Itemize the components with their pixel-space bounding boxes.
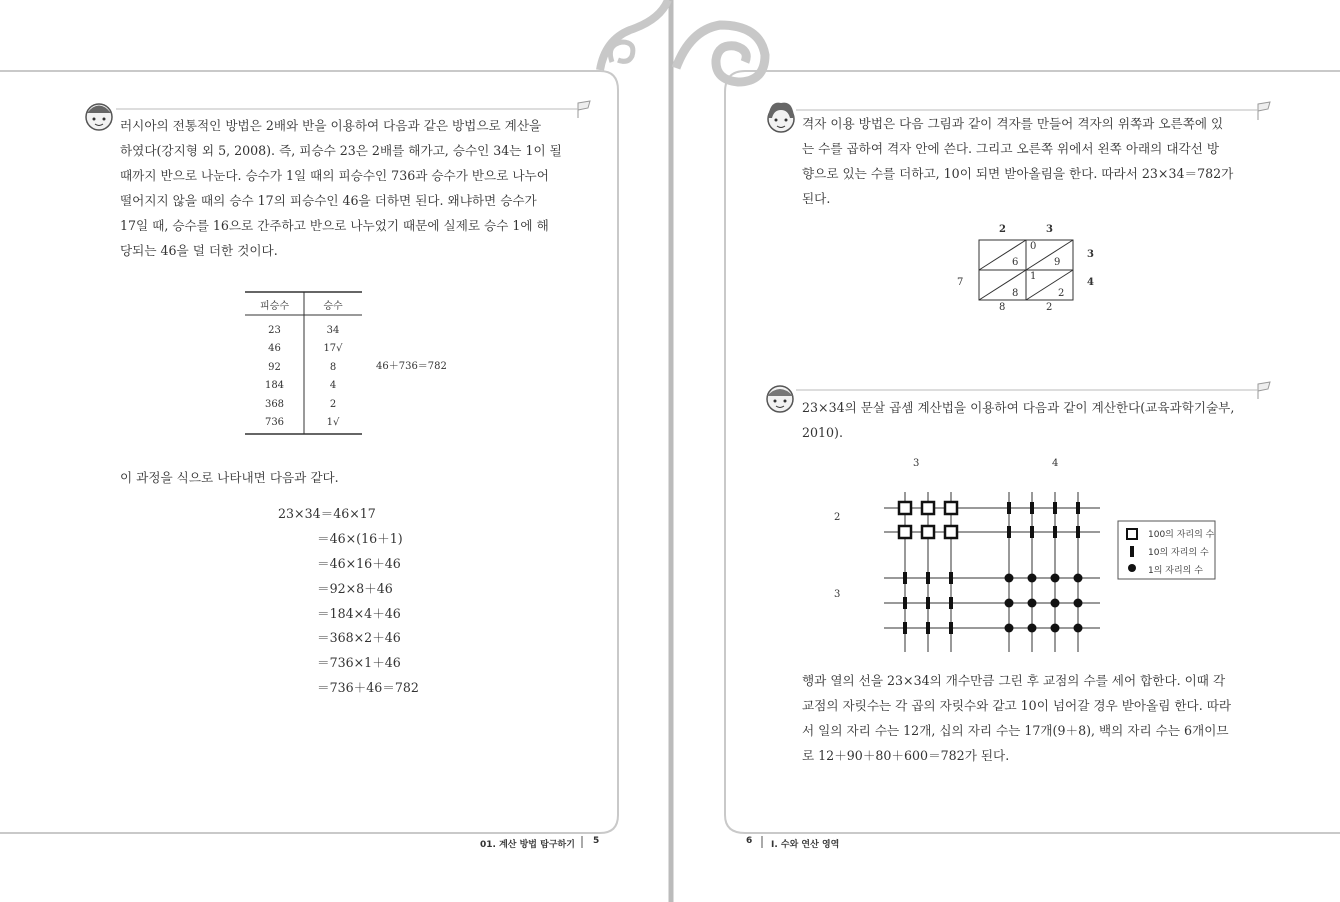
table-cell: 17√ xyxy=(323,343,343,355)
left-page-number: 5 xyxy=(593,836,600,846)
grid-left-label: 3 xyxy=(834,589,841,600)
table-row xyxy=(245,377,362,396)
table-row xyxy=(245,414,362,433)
text-line: 행과 열의 선을 23×34의 개수만큼 그린 후 교점의 수를 세어 합한다. 이때 각 xyxy=(802,673,1226,688)
text-line: 떨어지지 않을 때의 승수 17의 피승수인 46을 더하면 된다. 왜냐하면 승수가 xyxy=(120,193,537,208)
boy-character-icon xyxy=(767,386,793,412)
table-cell: 46 xyxy=(268,343,281,355)
lattice-bottom-label: 2 xyxy=(1046,302,1053,313)
tens-markers xyxy=(903,502,1080,634)
equation-line: ＝736×1＋46 xyxy=(317,655,401,670)
text-line: 격자 이용 방법은 다음 그림과 같이 격자를 만들어 격자의 위쪽과 오른쪽에 있 xyxy=(802,116,1224,131)
table-row xyxy=(245,358,362,377)
lattice-cell-value: 0 xyxy=(1030,241,1037,252)
table-side-note: 46＋736＝782 xyxy=(376,361,447,372)
table-cell: 92 xyxy=(268,361,281,373)
flag-icon xyxy=(1258,382,1270,399)
table-cell: 23 xyxy=(268,324,281,336)
equation-line: ＝736＋46＝782 xyxy=(317,680,419,695)
table-row xyxy=(245,321,362,340)
table-header: 승수 xyxy=(323,301,343,312)
equation-line: ＝92×8＋46 xyxy=(317,581,393,596)
legend-tens: 10의 자리의 수 xyxy=(1148,548,1209,558)
text-line: 된다. xyxy=(802,191,831,206)
lattice-cell-value: 9 xyxy=(1054,257,1061,268)
table-cell: 4 xyxy=(329,380,337,392)
girl-character-icon xyxy=(768,103,794,132)
table-row xyxy=(245,395,362,414)
lattice-cell-value: 2 xyxy=(1058,288,1065,299)
lattice-right-label: 4 xyxy=(1087,277,1094,288)
legend-ones: 1의 자리의 수 xyxy=(1148,566,1203,576)
lattice-cell-value: 1 xyxy=(1030,271,1037,282)
text-line: 때까지 반으로 나눈다. 승수가 1일 때의 피승수인 736과 승수가 반으로 나누어 xyxy=(120,168,549,183)
equation-line: ＝46×(16＋1) xyxy=(317,531,403,546)
text-line: 하였다(강지형 외 5, 2008). 즉, 피승수 23은 2배를 해가고, 승수인 34는 1이 될 xyxy=(120,143,562,158)
text-line: 러시아의 전통적인 방법은 2배와 반을 이용하여 다음과 같은 방법으로 계산을 xyxy=(120,118,542,133)
table-cell: 1√ xyxy=(326,417,340,429)
lattice-cell-value: 6 xyxy=(1012,257,1019,268)
text-line: 23×34의 문살 곱셈 계산법을 이용하여 다음과 같이 계산한다(교육과학기술부, xyxy=(802,400,1235,415)
lattice-top-label: 3 xyxy=(1046,224,1053,235)
left-footer-title: 01. 계산 방법 탐구하기 xyxy=(480,840,575,850)
right-stick-paragraph xyxy=(802,395,1250,445)
equation-line: 23×34＝46×17 xyxy=(278,506,376,521)
right-page-number: 6 xyxy=(746,836,753,846)
text-line: 당되는 46을 덜 더한 것이다. xyxy=(120,243,278,258)
table-cell: 34 xyxy=(326,324,340,336)
stick-grid-lines xyxy=(884,492,1100,652)
flag-icon xyxy=(578,101,590,118)
text-line: 17일 때, 승수를 16으로 간주하고 반으로 나누었기 때문에 실제로 승수 1에 해 xyxy=(120,218,549,233)
grid-top-label: 3 xyxy=(913,458,920,469)
table-cell: 736 xyxy=(264,417,285,429)
equation-line: ＝46×16＋46 xyxy=(317,556,401,571)
text-line: 서 일의 자리 수는 12개, 십의 자리 수는 17개(9＋8), 백의 자리 수는 6개이므 xyxy=(802,723,1229,738)
text-line: 로 12＋90＋80＋600＝782가 된다. xyxy=(802,748,1010,763)
right-lattice-paragraph xyxy=(802,111,1250,211)
table-header: 피승수 xyxy=(260,301,289,312)
right-footer-title: Ⅰ. 수와 연산 영역 xyxy=(771,840,840,850)
left-intro-paragraph xyxy=(120,113,570,263)
table-cell: 8 xyxy=(329,361,337,373)
grid-top-label: 4 xyxy=(1052,458,1059,469)
lattice-bottom-label: 8 xyxy=(999,302,1006,313)
flag-icon xyxy=(1258,102,1270,120)
lattice-top-label: 2 xyxy=(999,224,1006,235)
text-line: 는 수를 곱하여 격자 안에 쓴다. 그리고 오른쪽 위에서 왼쪽 아래의 대각선 방 xyxy=(802,141,1220,156)
lattice-right-label: 3 xyxy=(1087,249,1094,260)
table-cell: 184 xyxy=(264,380,285,392)
russian-method-table xyxy=(245,294,362,432)
left-process-text: 이 과정을 식으로 나타내면 다음과 같다. xyxy=(120,470,339,485)
table-cell: 2 xyxy=(329,398,337,410)
table-cell: 368 xyxy=(264,398,285,410)
equation-line: ＝368×2＋46 xyxy=(317,630,401,645)
grid-left-label: 2 xyxy=(834,512,841,523)
text-line: 교점의 자릿수는 각 곱의 자릿수와 같고 10이 넘어갈 경우 받아올림 한다. 따라 xyxy=(802,698,1232,713)
lattice-cell-value: 8 xyxy=(1012,288,1019,299)
boy-character-icon xyxy=(86,104,112,130)
lattice-left-label: 7 xyxy=(957,277,964,288)
legend-hundreds: 100의 자리의 수 xyxy=(1148,530,1215,540)
right-conclusion-paragraph xyxy=(802,668,1250,768)
swirl-ornament xyxy=(600,0,765,82)
table-row xyxy=(245,340,362,359)
text-line: 향으로 있는 수를 더하고, 10이 되면 받아올림을 한다. 따라서 23×34＝782가 xyxy=(802,166,1234,181)
equation-line: ＝184×4＋46 xyxy=(317,606,401,621)
text-line: 2010). xyxy=(802,425,843,440)
